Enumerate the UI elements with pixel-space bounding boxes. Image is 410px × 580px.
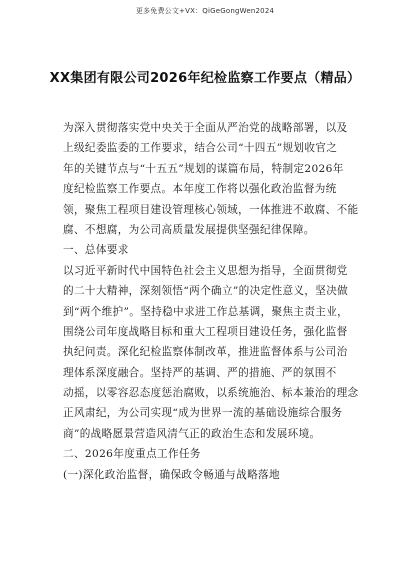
body-line: 执纪问责。深化纪检监察体制改革，推进监督体系与公司治 <box>63 346 348 359</box>
body-line: 动摇，以零容忍态度惩治腐败，以系统施治、标本兼治的理念 <box>63 387 359 400</box>
body-line: 年的关键节点与“十五五”规划的谋篇布局，特制定2026年 <box>63 162 344 175</box>
body-line: 正风肃纪，为公司实现“成为世界一流的基础设施综合服务 <box>63 407 343 420</box>
body-line: 上级纪委监委的工作要求，结合公司“十四五”规划收官之 <box>63 142 338 155</box>
document-title: XX集团有限公司2026年纪检监察工作要点（精品） <box>49 71 361 86</box>
body-line: 商”的战略愿景营造风清气正的政治生态和发展环境。 <box>63 427 321 440</box>
body-line: 围绕公司年度战略目标和重大工程项目建设任务，强化监督 <box>63 325 348 338</box>
body-line: 腐、不想腐，为公司高质量发展提供坚强纪律保障。 <box>63 223 315 236</box>
body-line: 的二十大精神，深刻领悟“两个确立”的决定性意义，坚决做 <box>63 285 349 298</box>
body-line: 度纪检监察工作要点。本年度工作将以强化政治监督为统 <box>63 183 337 196</box>
subsection-heading: (一)深化政治监督，确保政令畅通与战略落地 <box>63 468 280 481</box>
section-heading-1: 一、总体要求 <box>63 244 129 257</box>
header-note: 更多免费公文+VX：QiGeGongWen2024 <box>135 7 275 15</box>
body-line: 以习近平新时代中国特色社会主义思想为指导，全面贯彻党 <box>63 264 348 277</box>
section-heading-2: 二、2026年度重点工作任务 <box>63 448 201 461</box>
document-body <box>63 118 359 485</box>
body-line: 理体系深度融合。坚持严的基调、严的措施、严的氛围不 <box>63 366 337 379</box>
body-line: 到“两个维护”。坚持稳中求进工作总基调，聚焦主责主业， <box>63 305 349 318</box>
body-line: 领，聚焦工程项目建设管理核心领域，一体推进不敢腐、不能 <box>63 203 359 216</box>
body-line: 为深入贯彻落实党中央关于全面从严治党的战略部署，以及 <box>63 122 348 134</box>
